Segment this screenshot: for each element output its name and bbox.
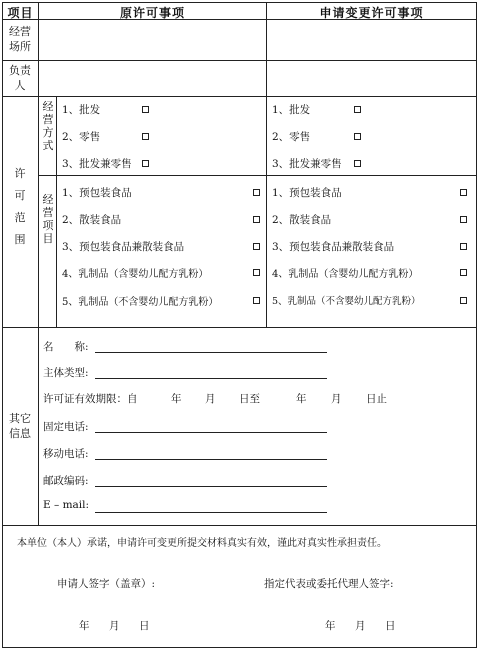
field-entity-type-label: 主体类型:: [43, 367, 89, 379]
field-mobile-phone-label: 移动电话:: [43, 448, 89, 460]
mode-option-wholesale: 1、批发: [272, 104, 311, 116]
label-business-place: 经营场所: [9, 25, 31, 53]
checkbox[interactable]: [460, 269, 467, 276]
validity-year: 年: [171, 393, 182, 405]
checkbox[interactable]: [460, 216, 467, 223]
grid-line: [39, 175, 476, 176]
checkbox[interactable]: [460, 189, 467, 196]
label-person-in-charge: 负责人: [9, 64, 31, 92]
checkbox[interactable]: [142, 133, 149, 140]
item-option-bulk: 2、散装食品: [62, 214, 122, 226]
grid-line: [3, 327, 476, 328]
mode-option-retail: 2、零售: [62, 131, 101, 143]
field-fixed-phone-label: 固定电话:: [43, 421, 89, 433]
change-application-form: [2, 2, 477, 648]
grid-line: [3, 525, 476, 526]
grid-line: [3, 60, 476, 61]
item-option-dairy-with-infant: 4、乳制品（含婴幼儿配方乳粉）: [62, 269, 209, 280]
field-name-line[interactable]: [95, 352, 327, 353]
label-business-items: 经营项目: [42, 193, 54, 245]
grid-line: [56, 96, 57, 327]
header-change: 申请变更许可事项: [319, 6, 424, 20]
applicant-signature-label: 申请人签字（盖章）:: [57, 578, 156, 590]
checkbox[interactable]: [142, 106, 149, 113]
header-item: 项目: [7, 6, 34, 20]
field-fixed-phone-line[interactable]: [95, 432, 327, 433]
label-business-mode: 经营方式: [42, 100, 54, 152]
checkbox[interactable]: [253, 297, 260, 304]
grid-line: [38, 3, 39, 525]
item-option-prepackaged: 1、预包装食品: [272, 187, 342, 199]
validity-end-year: 年: [296, 393, 307, 405]
checkbox[interactable]: [354, 106, 361, 113]
representative-date-month: 月: [355, 620, 366, 632]
item-option-dairy-without-infant: 5、乳制品（不含婴幼儿配方乳粉）: [62, 297, 219, 308]
checkbox[interactable]: [253, 243, 260, 250]
validity-month: 月: [205, 393, 216, 405]
mode-option-retail: 2、零售: [272, 131, 311, 143]
item-option-dairy-without-infant: 5、乳制品（不含婴幼儿配方乳粉）: [272, 296, 421, 307]
checkbox[interactable]: [460, 297, 467, 304]
checkbox[interactable]: [253, 216, 260, 223]
label-other-info: 其它信息: [9, 412, 31, 440]
applicant-date-day: 日: [139, 620, 150, 632]
field-entity-type-line[interactable]: [95, 378, 327, 379]
checkbox[interactable]: [460, 243, 467, 250]
checkbox[interactable]: [354, 160, 361, 167]
item-option-prepackaged-and-bulk: 3、预包装食品兼散装食品: [62, 241, 185, 253]
field-name-label: 名 称:: [43, 341, 89, 353]
validity-day-to: 日至: [239, 393, 260, 405]
header-original: 原许可事项: [119, 6, 185, 20]
mode-option-both: 3、批发兼零售: [272, 158, 342, 170]
applicant-date-month: 月: [109, 620, 120, 632]
grid-line: [266, 3, 267, 327]
item-option-prepackaged-and-bulk: 3、预包装食品兼散装食品: [272, 241, 395, 253]
item-option-prepackaged: 1、预包装食品: [62, 187, 132, 199]
item-option-bulk: 2、散装食品: [272, 214, 332, 226]
applicant-date-year: 年: [79, 620, 90, 632]
label-license-scope: 许可范围: [14, 167, 26, 246]
mode-option-wholesale: 1、批发: [62, 104, 101, 116]
representative-signature-label: 指定代表或委托代理人签字:: [264, 578, 394, 590]
field-validity-label: 许可证有效期限：自: [43, 393, 138, 405]
field-email-line[interactable]: [95, 512, 327, 513]
field-postcode-label: 邮政编码:: [43, 475, 89, 487]
checkbox[interactable]: [354, 133, 361, 140]
checkbox[interactable]: [253, 189, 260, 196]
grid-line: [3, 96, 476, 97]
field-postcode-line[interactable]: [95, 486, 327, 487]
item-option-dairy-with-infant: 4、乳制品（含婴幼儿配方乳粉）: [272, 269, 419, 280]
mode-option-both: 3、批发兼零售: [62, 158, 132, 170]
representative-date-year: 年: [325, 620, 336, 632]
validity-end-month: 月: [331, 393, 342, 405]
representative-date-day: 日: [385, 620, 396, 632]
field-email-label: E – mail:: [43, 499, 90, 511]
field-mobile-phone-line[interactable]: [95, 459, 327, 460]
checkbox[interactable]: [142, 160, 149, 167]
validity-day-end: 日止: [366, 393, 387, 405]
commitment-statement: 本单位（本人）承诺，申请许可变更所提交材料真实有效，谨此对真实性承担责任。: [17, 538, 387, 549]
checkbox[interactable]: [253, 269, 260, 276]
